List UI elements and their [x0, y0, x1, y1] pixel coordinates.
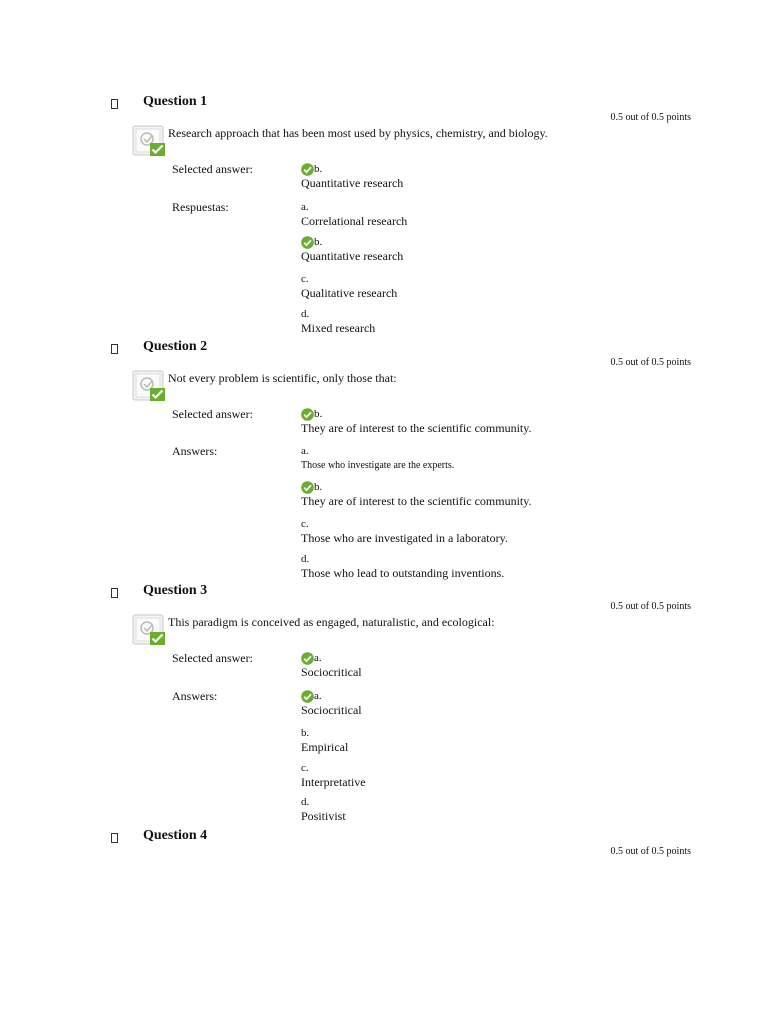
answer-option: a. Correlational research	[301, 200, 408, 228]
question-text: Research approach that has been most used by physics, chemistry, and biology.	[168, 126, 548, 140]
answer-option: a. Those who investigate are the experts.	[301, 444, 455, 471]
correct-check-icon	[301, 481, 314, 494]
question-points: 0.5 out of 0.5 points	[610, 601, 691, 612]
answer-option: b. Quantitative research	[301, 235, 404, 263]
selected-answer-label: Selected answer:	[172, 651, 253, 665]
answer-option: d. Those who lead to outstanding inventions.	[301, 552, 505, 580]
correct-check-icon	[301, 236, 314, 249]
correct-graded-icon	[132, 370, 166, 402]
selected-answer: b. They are of interest to the scientific community.	[301, 407, 532, 435]
collapse-toggle-icon[interactable]	[111, 588, 118, 598]
collapse-toggle-icon[interactable]	[111, 344, 118, 354]
correct-check-icon	[301, 652, 314, 665]
selected-answer: b. Quantitative research	[301, 162, 404, 190]
answer-option: c. Interpretative	[301, 761, 366, 789]
question-text: This paradigm is conceived as engaged, naturalistic, and ecological:	[168, 615, 495, 629]
selected-answer: a. Sociocritical	[301, 651, 362, 679]
answer-option: d. Positivist	[301, 795, 346, 823]
question-title: Question 3	[143, 583, 208, 598]
answer-option: b. Empirical	[301, 726, 349, 754]
collapse-toggle-icon[interactable]	[111, 833, 118, 843]
question-title: Question 4	[143, 828, 208, 843]
correct-check-icon	[301, 690, 314, 703]
correct-check-icon	[301, 408, 314, 421]
question-points: 0.5 out of 0.5 points	[610, 846, 691, 857]
answer-option: c. Those who are investigated in a laboratory.	[301, 517, 508, 545]
answer-option: c. Qualitative research	[301, 272, 398, 300]
answers-label: Respuestas:	[172, 200, 229, 214]
answers-label: Answers:	[172, 444, 218, 458]
answer-option: d. Mixed research	[301, 307, 376, 335]
collapse-toggle-icon[interactable]	[111, 99, 118, 109]
correct-check-icon	[301, 163, 314, 176]
question-text: Not every problem is scientific, only those that:	[168, 371, 397, 385]
question-points: 0.5 out of 0.5 points	[610, 357, 691, 368]
correct-graded-icon	[132, 125, 166, 157]
question-points: 0.5 out of 0.5 points	[610, 112, 691, 123]
correct-graded-icon	[132, 614, 166, 646]
answers-label: Answers:	[172, 689, 218, 703]
selected-answer-label: Selected answer:	[172, 407, 253, 421]
selected-answer-label: Selected answer:	[172, 162, 253, 176]
answer-option: a. Sociocritical	[301, 689, 362, 717]
question-title: Question 2	[143, 339, 208, 354]
question-title: Question 1	[143, 94, 208, 109]
answer-option: b. They are of interest to the scientific community.	[301, 480, 532, 508]
